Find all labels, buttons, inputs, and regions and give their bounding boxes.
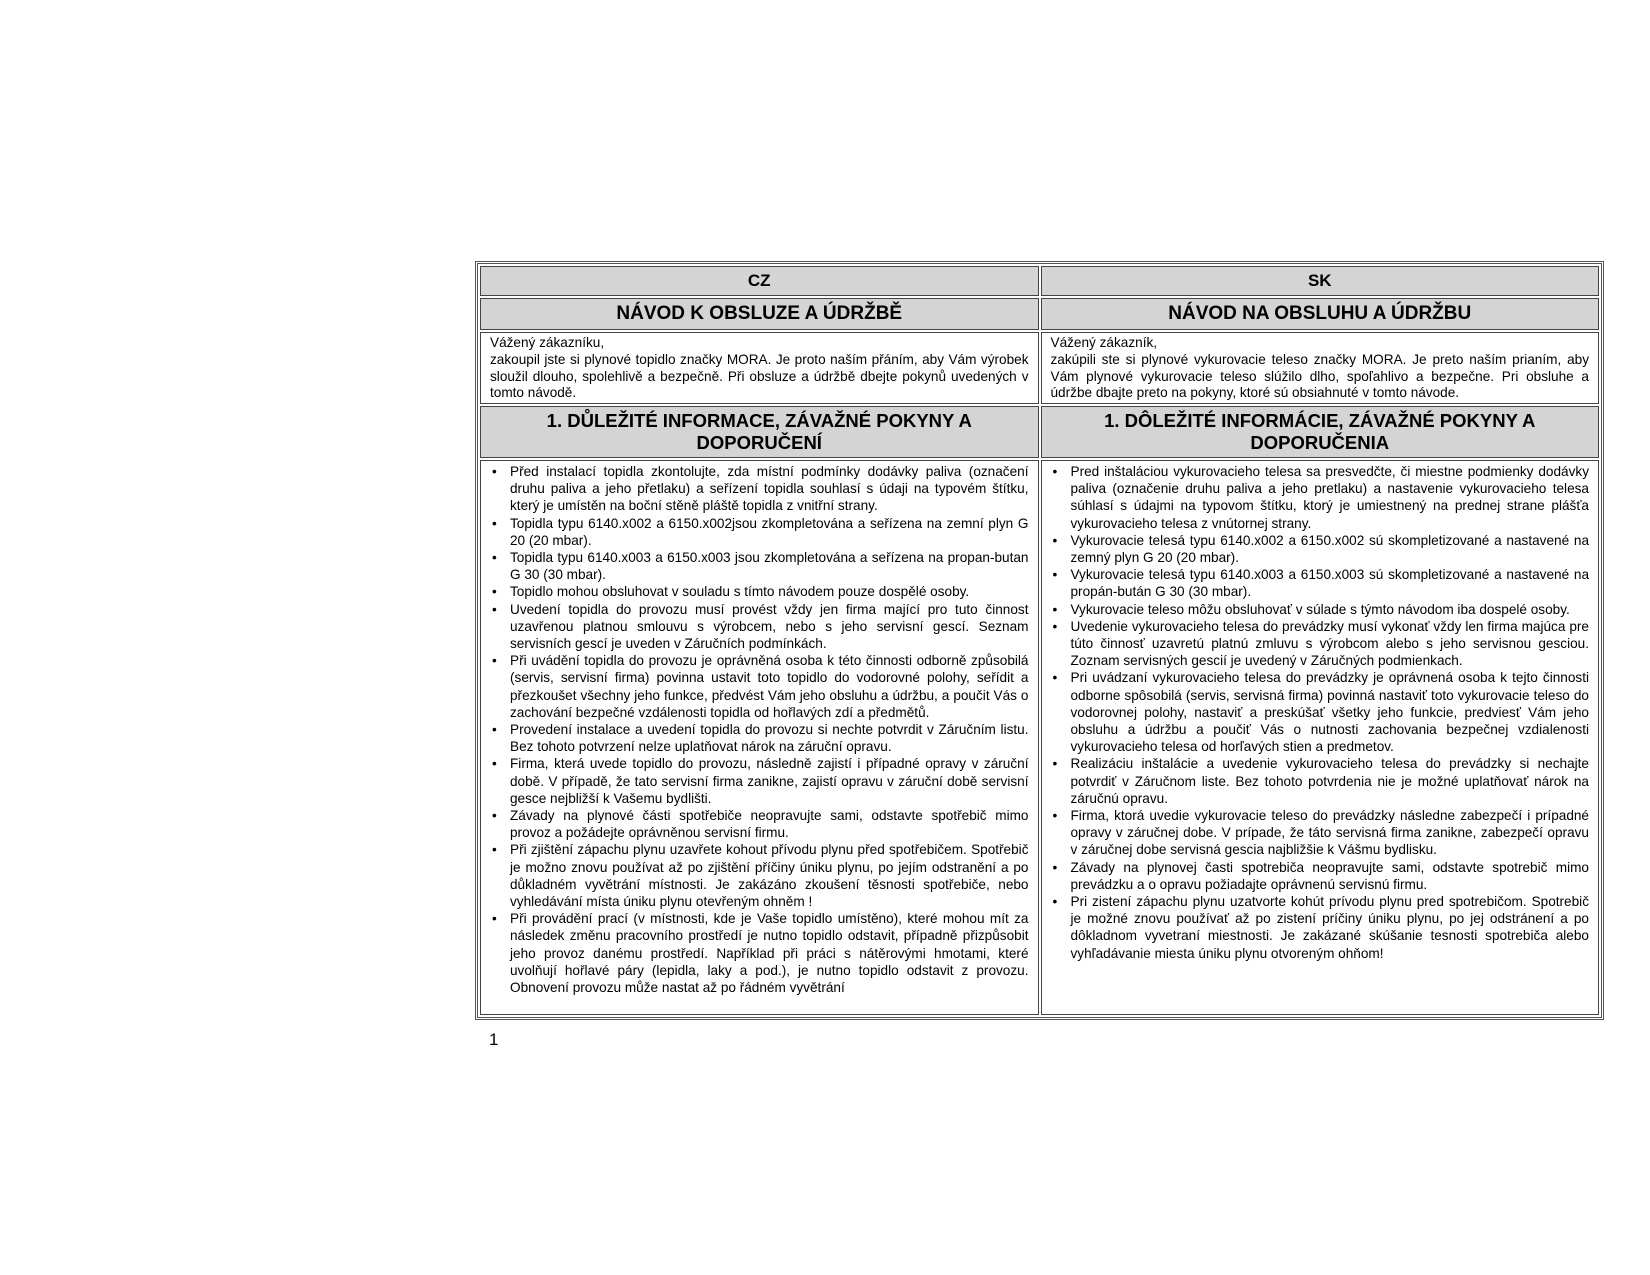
sk-bullet-item: • Vykurovacie telesá typu 6140.x003 a 6150.x003 sú skompletizované a nastavené na propán-bután G 30 (30 mbar). [1051, 566, 1590, 600]
cz-bullet-item: • Topidla typu 6140.x002 a 6150.x002jsou zkompletována a seřízena na zemní plyn G 20 (20 mbar). [490, 515, 1029, 549]
cz-bullet-item: • Topidlo mohou obsluhovat v souladu s tímto návodem pouze dospělé osoby. [490, 583, 1029, 600]
cz-manual-title: NÁVOD K OBSLUZE A ÚDRŽBĚ [480, 298, 1039, 330]
sk-intro-text: Vážený zákazník, zakúpili ste si plynové vykurovacie teleso značky MORA. Je preto naším prianím, aby Vám plynové vykurovacie teleso slúžilo dlho, spoľahlivo a bezpečne. Pri obsluhe a údržbe dbajte preto na pokyny, ktoré sú obsiahnuté v tomto návode. [1050, 335, 1589, 401]
cz-bullets-cell [480, 460, 1039, 1015]
cz-intro-text: Vážený zákazníku, zakoupil jste si plynové topidlo značky MORA. Je proto naším přáním, aby Vám výrobek sloužil dlouho, spolehlivě a bezpečně. Při obsluze a údržbě dbejte pokynů uvedených v tomto návodě. [490, 335, 1029, 401]
sk-intro-cell [1041, 332, 1600, 404]
cz-bullet-list [481, 461, 1038, 996]
cz-bullet-item: • Při zjištění zápachu plynu uzavřete kohout přívodu plynu před spotřebičem. Spotřebič je možno znovu používat až po zjištění příčiny úniku plynu, po jejím odstranění a po důkladném vyvětrání místnosti. Je zakázáno zkoušení těsnosti spotřebiče, nebo vyhledávání místa úniku plynu otevřeným ohněm ! [490, 841, 1029, 910]
sk-bullet-item: • Vykurovacie teleso môžu obsluhovať v súlade s týmto návodom iba dospelé osoby. [1051, 601, 1590, 618]
sk-section-title: 1. DÔLEŽITÉ INFORMÁCIE, ZÁVAŽNÉ POKYNY A DOPORUČENIA [1104, 410, 1536, 453]
cz-section-title: 1. DŮLEŽITÉ INFORMACE, ZÁVAŽNÉ POKYNY A DOPORUČENÍ [546, 410, 972, 453]
sk-bullet-item: • Firma, ktorá uvedie vykurovacie teleso do prevádzky následne zabezpečí i prípadné opravy v záručnej dobe. V prípade, že táto servisná firma zanikne, zabezpečí opravu v záručnej dobe servisná gescia najbližšie k Vášmu bydlisku. [1051, 807, 1590, 859]
sk-manual-title: NÁVOD NA OBSLUHU A ÚDRŽBU [1041, 298, 1600, 330]
sk-bullet-list [1042, 461, 1599, 962]
cz-language-header: CZ [480, 266, 1039, 296]
cz-section-header [480, 406, 1039, 458]
bilingual-manual-table [475, 261, 1604, 1020]
cz-bullet-item: • Před instalací topidla zkontolujte, zda místní podmínky dodávky paliva (označení druhu paliva a jeho přetlaku) a seřízení topidla souhlasí s údaji na typovém štítku, který je umístěn na boční stěně pláště topidla z vnitřní strany. [490, 463, 1029, 515]
sk-bullet-item: • Uvedenie vykurovacieho telesa do prevádzky musí vykonať vždy len firma majúca pre túto činnosť uzavretú platnú zmluvu s výrobcom alebo s jeho servisnou gesciou. Zoznam servisných gescií je uvedený v Záručných podmienkach. [1051, 618, 1590, 670]
sk-bullet-item: • Pri zistení zápachu plynu uzatvorte kohút prívodu plynu pred spotrebičom. Spotrebič je možné znovu používať až po zistení príčiny úniku plynu, po jej odstránení a po dôkladnom vyvetraní miestnosti. Je zakázané skúšanie tesnosti spotrebiča alebo vyhľadávanie miesta úniku plynu otvoreným ohňom! [1051, 893, 1590, 962]
cz-bullet-item: • Provedení instalace a uvedení topidla do provozu si nechte potvrdit v Záručním listu. Bez tohoto potvrzení nelze uplatňovat nárok na záruční opravu. [490, 721, 1029, 755]
cz-bullet-item: • Topidla typu 6140.x003 a 6150.x003 jsou zkompletována a seřízena na propan-butan G 30 (30 mbar). [490, 549, 1029, 583]
sk-bullet-item: • Pri uvádzaní vykurovacieho telesa do prevádzky je oprávnená osoba k tejto činnosti odborne spôsobilá (servis, servisná firma) povinná nastaviť toto vykurovacie teleso do vodorovnej polohy, nastaviť a preskúšať všetky jeho funkcie, predviesť Vám jeho obsluhu a údržbu a poučiť Vás o nutnosti zachovania bezpečnej vzdialenosti vykurovacieho telesa od horľavých stien a predmetov. [1051, 669, 1590, 755]
sk-bullet-item: • Realizáciu inštalácie a uvedenie vykurovacieho telesa do prevádzky si nechajte potvrdiť v Záručnom liste. Bez tohoto potvrdenia nie je možné uplatňovať nárok na záručnú opravu. [1051, 755, 1590, 807]
cz-bullet-item: • Závady na plynové části spotřebiče neopravujte sami, odstavte spotřebič mimo provoz a požádejte oprávněnou servisní firmu. [490, 807, 1029, 841]
sk-language-header: SK [1041, 266, 1600, 296]
sk-bullet-item: • Vykurovacie telesá typu 6140.x002 a 6150.x002 sú skompletizované a nastavené na zemný plyn G 20 (20 mbar). [1051, 532, 1590, 566]
cz-intro-cell [480, 332, 1039, 404]
cz-bullet-item: • Uvedení topidla do provozu musí provést vždy jen firma mající pro tuto činnost uzavřenou platnou smlouvu s výrobcem, nebo s jeho servisní gescí. Seznam servisních gescí je uveden v Záručních podmínkách. [490, 601, 1029, 653]
cz-bullet-item: • Při uvádění topidla do provozu je oprávněná osoba k této činnosti odborně způsobilá (servis, servisní firma) povinna ustavit toto topidlo do vodorovné polohy, seřídit a přezkoušet všechny jeho funkce, předvést Vám jeho obsluhu a údržbu, a poučit Vás o zachování bezpečné vzdálenosti topidla od hořlavých zdí a předmětů. [490, 652, 1029, 721]
cz-bullet-item: • Firma, která uvede topidlo do provozu, následně zajistí i případné opravy v záruční době. V případě, že tato servisní firma zanikne, zajistí opravu v záruční době servisní gesce nejbližší k Vašemu bydlišti. [490, 755, 1029, 807]
sk-bullets-cell [1041, 460, 1600, 1015]
sk-section-header [1041, 406, 1600, 458]
sk-bullet-item: • Pred inštaláciou vykurovacieho telesa sa presvedčte, či miestne podmienky dodávky paliva (označenie druhu paliva a jeho pretlaku) a nastavenie vykurovacieho telesa súhlasí s údajmi na typovom štítku, ktorý je umiestnený na prednej strane plášťa vykurovacieho telesa z vnútornej strany. [1051, 463, 1590, 532]
page-number: 1 [489, 1030, 499, 1049]
sk-bullet-item: • Závady na plynovej časti spotrebiča neopravujte sami, odstavte spotrebič mimo prevádzku a o opravu požiadajte oprávnenú servisnú firmu. [1051, 859, 1590, 893]
cz-bullet-item: • Při provádění prací (v místnosti, kde je Vaše topidlo umístěno), které mohou mít za následek změnu pracovního prostředí je nutno topidlo odstavit, případně přizpůsobit jeho provoz danému prostředí. Například při práci s nátěrovými hmotami, které uvolňují hořlavé páry (lepidla, laky a pod.), je nutno topidlo odstavit z provozu. Obnovení provozu může nastat až po řádném vyvětrání [490, 910, 1029, 996]
